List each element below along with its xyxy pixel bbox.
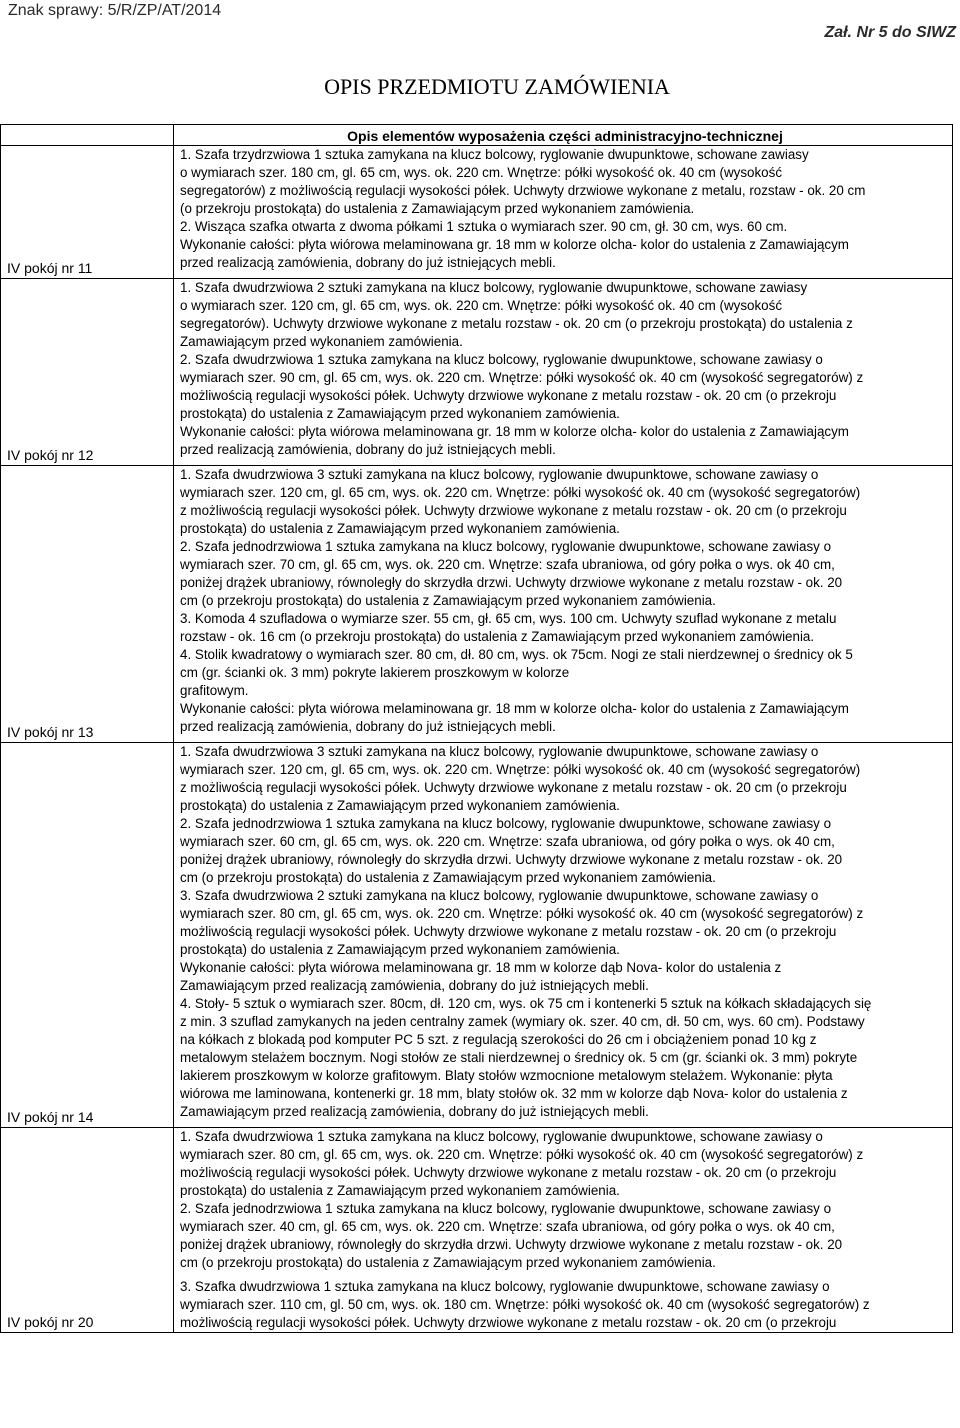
annex-label: Zał. Nr 5 do SIWZ xyxy=(824,24,956,41)
description-line: możliwością regulacji wysokości półek. Uchwyty drzwiowe wykonane z metalu rozstaw - ok. 20 cm (o przekroju xyxy=(180,924,837,939)
description-line: 3. Szafka dwudrzwiowa 1 sztuka zamykana na klucz bolcowy, ryglowanie dwupunktowe, schowane zawiasy o xyxy=(180,1279,830,1294)
description-line: 2. Szafa jednodrzwiowa 1 sztuka zamykana na klucz bolcowy, ryglowanie dwupunktowe, schowane zawiasy o xyxy=(180,539,832,554)
description-line: prostokąta) do ustalenia z Zamawiającym przed wykonaniem zamówienia. xyxy=(180,406,620,421)
description-line: z możliwością regulacji wysokości półek. Uchwyty drzwiowe wykonane z metalu rozstaw - ok. 20 cm (o przekroju xyxy=(180,503,847,518)
room-description xyxy=(174,1128,953,1333)
case-number: Znak sprawy: 5/R/ZP/AT/2014 xyxy=(8,2,222,19)
table-row xyxy=(1,743,953,1128)
description-line: o wymiarach szer. 180 cm, gl. 65 cm, wys. ok. 220 cm. Wnętrze: półki wysokość ok. 40 cm (wysokość xyxy=(180,165,783,180)
description-line: cm (gr. ścianki ok. 3 mm) pokryte lakierem proszkowym w kolorze xyxy=(180,665,570,680)
description-line: poniżej drążek ubraniowy, równoległy do skrzydła drzwi. Uchwyty drzwiowe wykonane z metalu rozstaw - ok. 20 xyxy=(180,1237,843,1252)
table-heading-row xyxy=(1,125,953,146)
room-cell xyxy=(1,1128,174,1333)
row-gap xyxy=(180,272,950,278)
description-line: 1. Szafa trzydrzwiowa 1 sztuka zamykana na klucz bolcowy, ryglowanie dwupunktowe, schowane zawiasy xyxy=(180,147,809,162)
items-table xyxy=(0,124,953,1333)
description-line: możliwością regulacji wysokości półek. Uchwyty drzwiowe wykonane z metalu rozstaw - ok. 20 cm (o przekroju xyxy=(180,388,837,403)
description-line: prostokąta) do ustalenia z Zamawiającym przed wykonaniem zamówienia. xyxy=(180,1183,620,1198)
row-gap xyxy=(180,736,950,742)
description-line: 1. Szafa dwudrzwiowa 2 sztuki zamykana na klucz bolcowy, ryglowanie dwupunktowe, schowane zawiasy xyxy=(180,280,808,295)
description-line: o wymiarach szer. 120 cm, gl. 65 cm, wys. ok. 220 cm. Wnętrze: półki wysokość ok. 40 cm (wysokość xyxy=(180,298,783,313)
table-row xyxy=(1,1128,953,1333)
room-cell xyxy=(1,146,174,279)
description-line: na kółkach z blokadą pod komputer PC 5 szt. z regulacją szerokości do 26 cm i obciążeniem ponad 10 kg z xyxy=(180,1032,817,1047)
description-line: Wykonanie całości: płyta wiórowa melaminowana gr. 18 mm w kolorze dąb Nova- kolor do ustalenia z xyxy=(180,960,782,975)
description-line: prostokąta) do ustalenia z Zamawiającym przed wykonaniem zamówienia. xyxy=(180,521,620,536)
description-line: 1. Szafa dwudrzwiowa 3 sztuki zamykana na klucz bolcowy, ryglowanie dwupunktowe, schowane zawiasy o xyxy=(180,744,819,759)
description-line: wymiarach szer. 120 cm, gl. 65 cm, wys. ok. 220 cm. Wnętrze: półki wysokość ok. 40 cm (wysokość segregatorów) xyxy=(180,485,861,500)
room-label: IV pokój nr 14 xyxy=(7,1109,94,1125)
room-cell xyxy=(1,743,174,1128)
description-line: grafitowym. xyxy=(180,683,249,698)
description-line: 2. Szafa jednodrzwiowa 1 sztuka zamykana na klucz bolcowy, ryglowanie dwupunktowe, schowane zawiasy o xyxy=(180,816,832,831)
description-line: 1. Szafa dwudrzwiowa 1 sztuka zamykana na klucz bolcowy, ryglowanie dwupunktowe, schowane zawiasy o xyxy=(180,1129,823,1144)
room-description xyxy=(174,743,953,1128)
heading-empty-cell xyxy=(1,125,174,146)
description-line: (o przekroju prostokąta) do ustalenia z Zamawiającym przed wykonaniem zamówienia. xyxy=(180,201,695,216)
description-line: Zamawiającym przed wykonaniem zamówienia. xyxy=(180,334,463,349)
description-line: 3. Szafa dwudrzwiowa 2 sztuki zamykana na klucz bolcowy, ryglowanie dwupunktowe, schowane zawiasy o xyxy=(180,888,819,903)
description-line: segregatorów) z możliwością regulacji wysokości półek. Uchwyty drzwiowe wykonane z metalu, rozstaw - ok. 20 cm xyxy=(180,183,866,198)
description-line: 3. Komoda 4 szufladowa o wymiarze szer. 55 cm, gł. 65 cm, wys. 100 cm. Uchwyty szuflad wykonane z metalu xyxy=(180,611,837,626)
description-line: 2. Szafa dwudrzwiowa 1 sztuka zamykana na klucz bolcowy, ryglowanie dwupunktowe, schowane zawiasy o xyxy=(180,352,823,367)
description-line: prostokąta) do ustalenia z Zamawiającym przed wykonaniem zamówienia. xyxy=(180,798,620,813)
description-line: wymiarach szer. 110 cm, gl. 50 cm, wys. ok. 180 cm. Wnętrze: półki wysokość ok. 40 cm (wysokość segregatorów) z xyxy=(180,1297,870,1312)
description-line: wymiarach szer. 40 cm, gl. 65 cm, wys. ok. 220 cm. Wnętrze: szafa ubraniowa, od góry połka o wys. ok 40 cm, xyxy=(180,1219,835,1234)
description-line: przed realizacją zamówienia, dobrany do już istniejących mebli. xyxy=(180,255,556,270)
room-description xyxy=(174,146,953,279)
description-line: metalowym stelażem bocznym. Nogi stołów ze stali nierdzewnej o średnicy ok. 5 cm (gr. ścianki ok. 3 mm) pokryte xyxy=(180,1050,858,1065)
table-heading: Opis elementów wyposażenia części administracyjno-technicznej xyxy=(174,125,953,146)
room-label: IV pokój nr 11 xyxy=(7,260,93,276)
row-gap xyxy=(180,459,950,465)
description-line: wymiarach szer. 70 cm, gl. 65 cm, wys. ok. 220 cm. Wnętrze: szafa ubraniowa, od góry połka o wys. ok 40 cm, xyxy=(180,557,835,572)
table-row xyxy=(1,146,953,279)
room-label: IV pokój nr 13 xyxy=(7,724,94,740)
description-line: Wykonanie całości: płyta wiórowa melaminowana gr. 18 mm w kolorze olcha- kolor do ustalenia z Zamawiającym xyxy=(180,701,849,716)
table-row xyxy=(1,279,953,466)
description-line: Wykonanie całości: płyta wiórowa melaminowana gr. 18 mm w kolorze olcha- kolor do ustalenia z Zamawiającym xyxy=(180,237,849,252)
description-line: wymiarach szer. 60 cm, gl. 65 cm, wys. ok. 220 cm. Wnętrze: szafa ubraniowa, od góry połka o wys. ok 40 cm, xyxy=(180,834,835,849)
description-line: wiórowa me laminowana, kontenerki gr. 18 mm, blaty stołów ok. 32 mm w kolorze dąb Nova- kolor do ustalenia z xyxy=(180,1086,848,1101)
description-line: wymiarach szer. 120 cm, gl. 65 cm, wys. ok. 220 cm. Wnętrze: półki wysokość ok. 40 cm (wysokość segregatorów) xyxy=(180,762,861,777)
description-line: cm (o przekroju prostokąta) do ustalenia z Zamawiającym przed wykonaniem zamówienia. xyxy=(180,1255,716,1270)
description-line: cm (o przekroju prostokąta) do ustalenia z Zamawiającym przed wykonaniem zamówienia. xyxy=(180,870,716,885)
table-row xyxy=(1,466,953,743)
room-label: IV pokój nr 20 xyxy=(7,1314,94,1330)
description-line: Zamawiającym przed realizacją zamówienia, dobrany do już istniejących mebli. xyxy=(180,978,649,993)
room-description xyxy=(174,466,953,743)
description-line: możliwością regulacji wysokości półek. Uchwyty drzwiowe wykonane z metalu rozstaw - ok. 20 cm (o przekroju xyxy=(180,1165,837,1180)
page-title: OPIS PRZEDMIOTU ZAMÓWIENIA xyxy=(324,74,670,99)
description-line: segregatorów). Uchwyty drzwiowe wykonane z metalu rozstaw - ok. 20 cm (o przekroju prostokąta) do ustalenia z xyxy=(180,316,853,331)
description-line: rozstaw - ok. 16 cm (o przekroju prostokąta) do ustalenia z Zamawiającym przed wykonaniem zamówienia. xyxy=(180,629,815,644)
description-line: Zamawiającym przed realizacją zamówienia, dobrany do już istniejących mebli. xyxy=(180,1104,649,1119)
description-line: wymiarach szer. 80 cm, gl. 65 cm, wys. ok. 220 cm. Wnętrze: półki wysokość ok. 40 cm (wysokość segregatorów) z xyxy=(180,1147,864,1162)
description-line: z min. 3 szuflad zamykanych na jeden centralny zamek (wymiary ok. szer. 40 cm, dł. 50 cm, wys. 60 cm). Podstawy xyxy=(180,1014,865,1029)
room-cell xyxy=(1,279,174,466)
room-label: IV pokój nr 12 xyxy=(7,447,94,463)
description-line: poniżej drążek ubraniowy, równoległy do skrzydła drzwi. Uchwyty drzwiowe wykonane z metalu rozstaw - ok. 20 xyxy=(180,575,843,590)
description-line: przed realizacją zamówienia, dobrany do już istniejących mebli. xyxy=(180,719,556,734)
room-cell xyxy=(1,466,174,743)
description-line: Wykonanie całości: płyta wiórowa melaminowana gr. 18 mm w kolorze olcha- kolor do ustalenia z Zamawiającym xyxy=(180,424,849,439)
description-line: 4. Stoły- 5 sztuk o wymiarach szer. 80cm, dł. 120 cm, wys. ok 75 cm i kontenerki 5 sztuk na kółkach składających się xyxy=(180,996,872,1011)
description-line: wymiarach szer. 90 cm, gl. 65 cm, wys. ok. 220 cm. Wnętrze: półki wysokość ok. 40 cm (wysokość segregatorów) z xyxy=(180,370,864,385)
description-line: 2. Szafa jednodrzwiowa 1 sztuka zamykana na klucz bolcowy, ryglowanie dwupunktowe, schowane zawiasy o xyxy=(180,1201,832,1216)
description-line: 2. Wisząca szafka otwarta z dwoma półkami 1 sztuka o wymiarach szer. 90 cm, gł. 30 cm, wys. 60 cm. xyxy=(180,219,788,234)
description-line: cm (o przekroju prostokąta) do ustalenia z Zamawiającym przed wykonaniem zamówienia. xyxy=(180,593,716,608)
description-line: 1. Szafa dwudrzwiowa 3 sztuki zamykana na klucz bolcowy, ryglowanie dwupunktowe, schowane zawiasy o xyxy=(180,467,819,482)
description-line: lakierem proszkowym w kolorze grafitowym. Blaty stołów wzmocnione metalowym stelażem. Wykonanie: płyta xyxy=(180,1068,833,1083)
room-description xyxy=(174,279,953,466)
description-line: 4. Stolik kwadratowy o wymiarach szer. 80 cm, dł. 80 cm, wys. ok 75cm. Nogi ze stali nierdzewnej o średnicy ok 5 xyxy=(180,647,853,662)
description-line: poniżej drążek ubraniowy, równoległy do skrzydła drzwi. Uchwyty drzwiowe wykonane z metalu rozstaw - ok. 20 xyxy=(180,852,843,867)
description-line: przed realizacją zamówienia, dobrany do już istniejących mebli. xyxy=(180,442,556,457)
row-gap xyxy=(180,1121,950,1127)
description-line: wymiarach szer. 80 cm, gl. 65 cm, wys. ok. 220 cm. Wnętrze: półki wysokość ok. 40 cm (wysokość segregatorów) z xyxy=(180,906,864,921)
description-line: możliwością regulacji wysokości półek. Uchwyty drzwiowe wykonane z metalu rozstaw - ok. 20 cm (o przekroju xyxy=(180,1315,837,1330)
description-line: z możliwością regulacji wysokości półek. Uchwyty drzwiowe wykonane z metalu rozstaw - ok. 20 cm (o przekroju xyxy=(180,780,847,795)
description-line: prostokąta) do ustalenia z Zamawiającym przed wykonaniem zamówienia. xyxy=(180,942,620,957)
